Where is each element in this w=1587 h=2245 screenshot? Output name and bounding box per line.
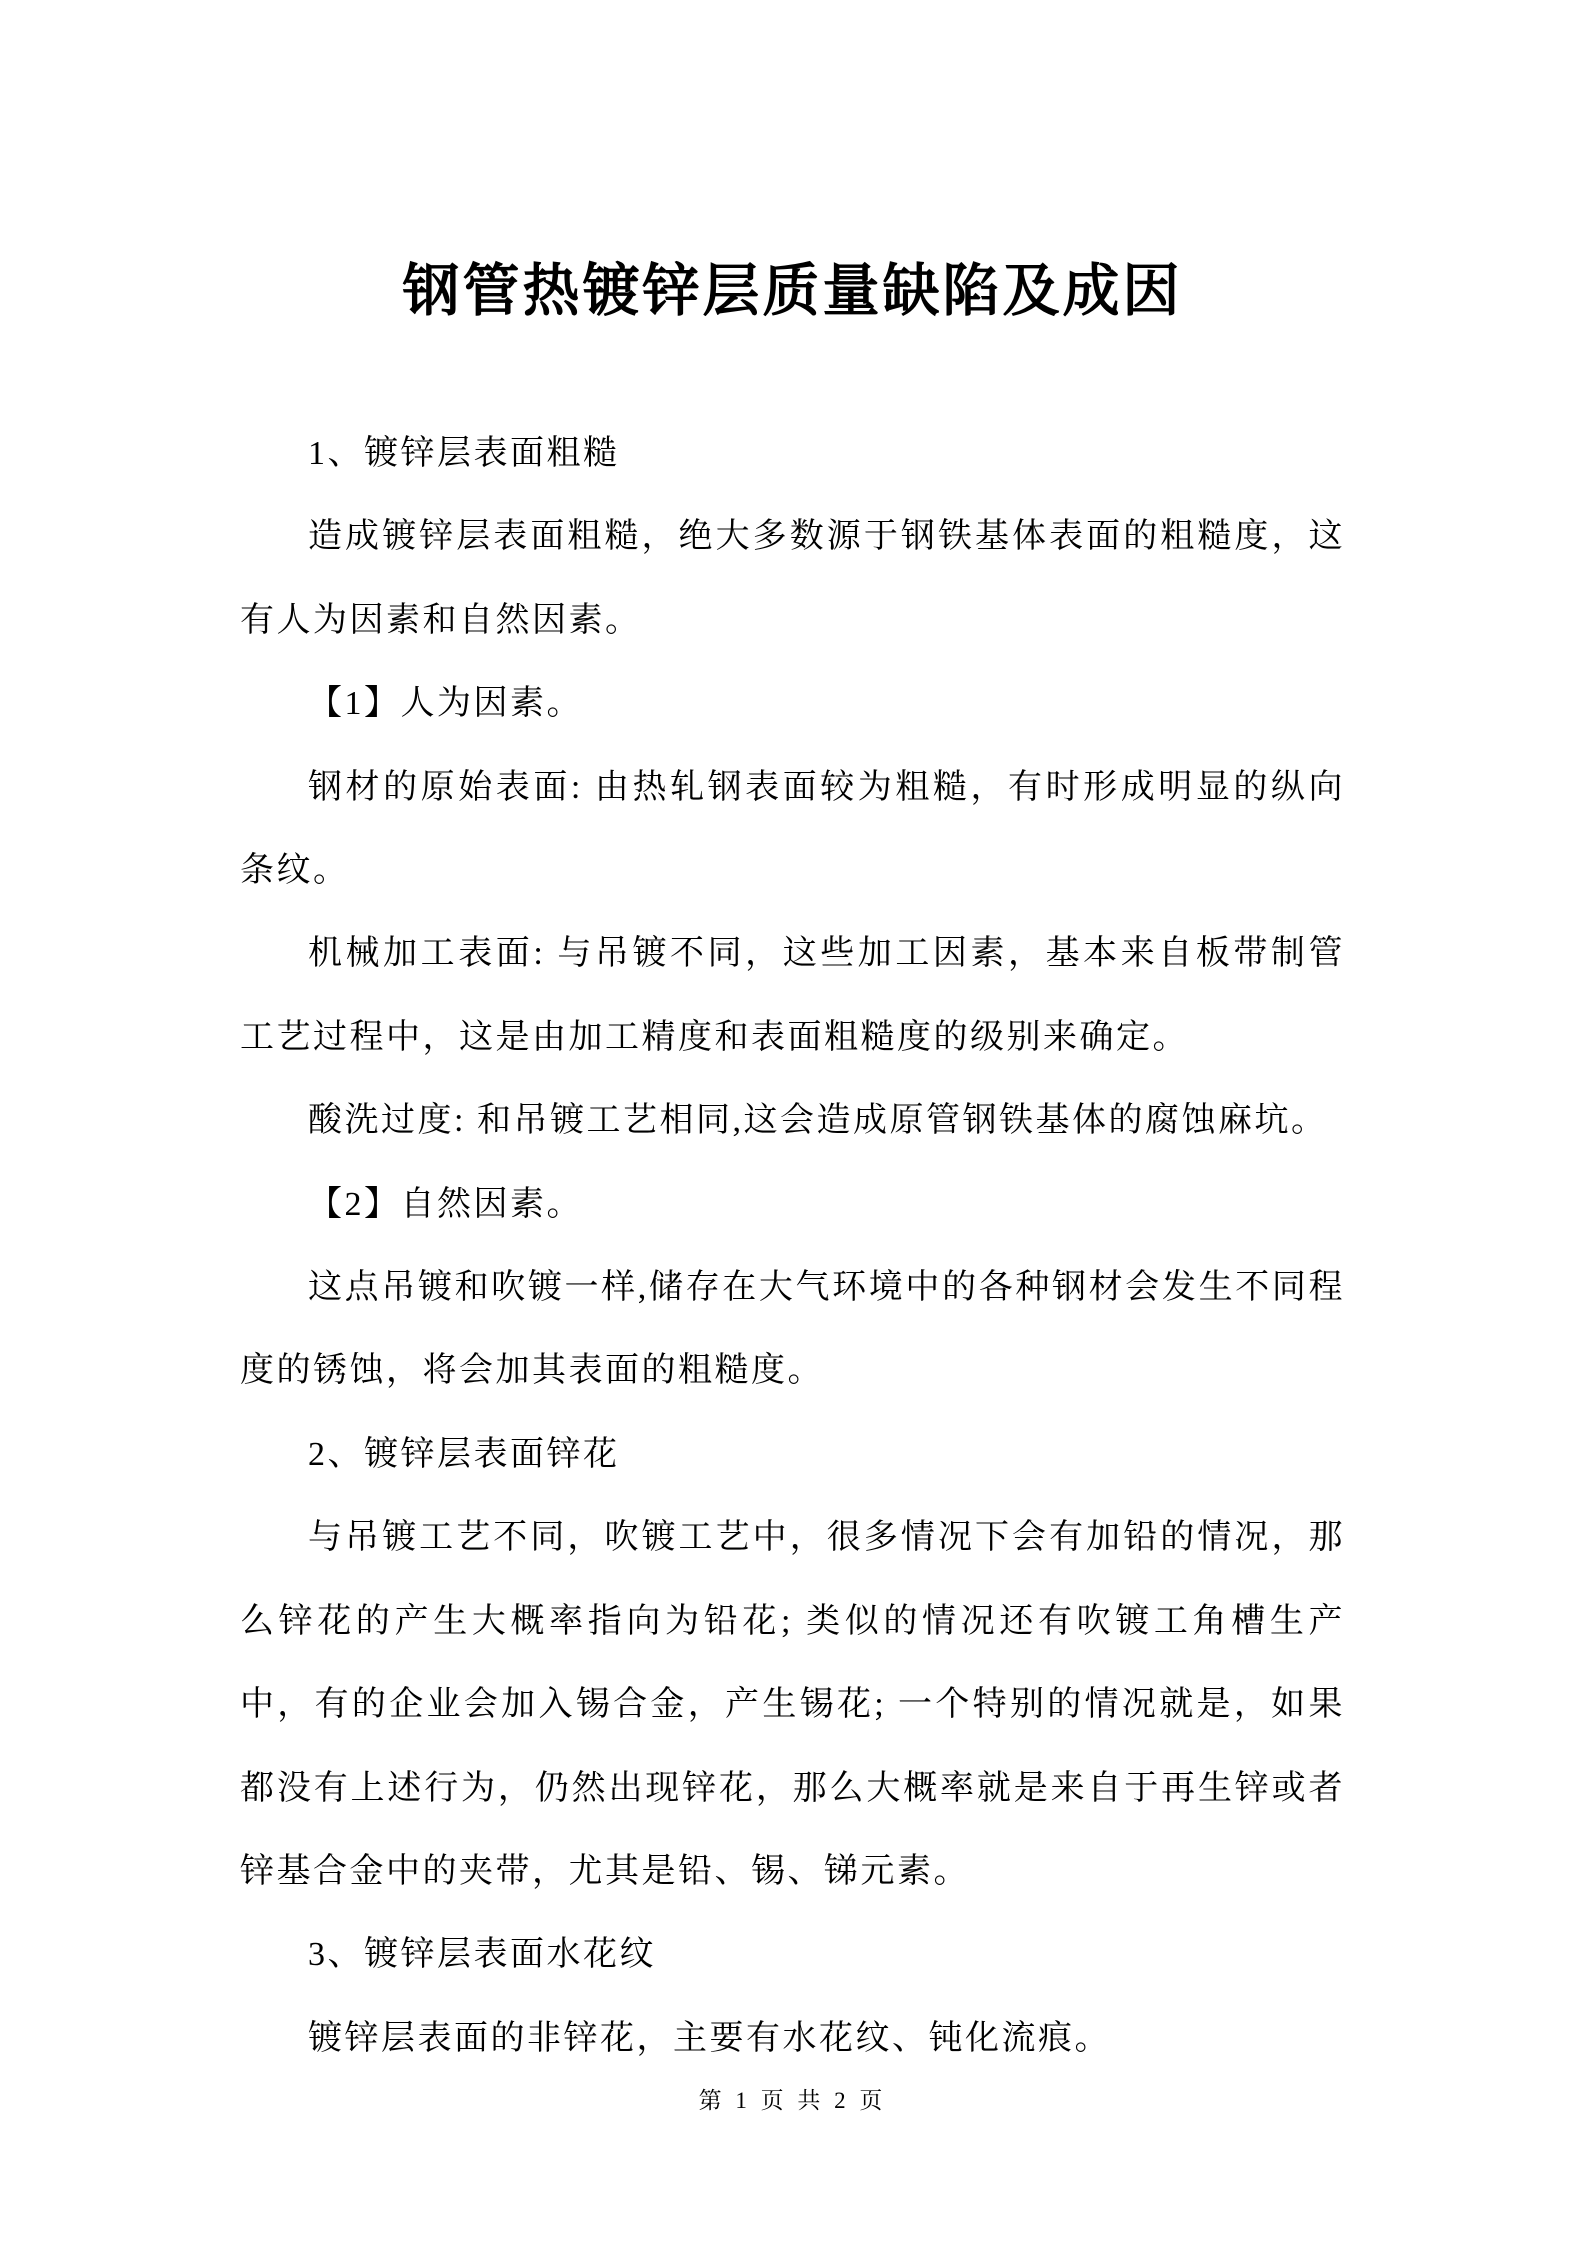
body-paragraph: 造成镀锌层表面粗糙，绝大多数源于钢铁基体表面的粗糙度，这有人为因素和自然因素。 [240,518,1345,639]
body-paragraph: 这点吊镀和吹镀一样,储存在大气环境中的各种钢材会发生不同程度的锈蚀，将会加其表面的粗糙度。 [240,1269,1345,1390]
body-paragraph: 钢材的原始表面: 由热轧钢表面较为粗糙，有时形成明显的纵向条纹。 [240,768,1345,890]
body-paragraph: 与吊镀工艺不同，吹镀工艺中，很多情况下会有加铅的情况，那么锌花的产生大概率指向为铅花; 类似的情况还有吹镀工角槽生产中，有的企业会加入锡合金，产生锡花; 一个特别的情况就是，如果都没有上述行为，仍然出现锌花，那么大概率就是来自于再生锌或者锌基合金中的夹带，尤其是铅、锡、锑元素。 [240,1519,1345,1890]
body-paragraph: 【1】人为因素。 [308,685,583,723]
page-number-footer: 第 1 页 共 2 页 [698,2088,887,2113]
section-heading-1: 1、镀锌层表面粗糙 [308,435,620,472]
body-paragraph: 酸洗过度: 和吊镀工艺相同,这会造成原管钢铁基体的腐蚀麻坑。 [308,1102,1328,1140]
body-paragraph: 【2】自然因素。 [308,1185,583,1223]
body-paragraph: 机械加工表面: 与吊镀不同，这些加工因素，基本来自板带制管工艺过程中，这是由加工精度和表面粗糙度的级别来确定。 [240,935,1345,1056]
document-body [240,412,1345,2080]
body-paragraph: 镀锌层表面的非锌花，主要有水花纹、钝化流痕。 [308,2019,1111,2057]
section-heading-2: 2、镀锌层表面锌花 [308,1435,620,1473]
document-title: 钢管热镀锌层质量缺陷及成因 [402,260,1183,323]
section-heading-3: 3、镀锌层表面水花纹 [308,1936,656,1974]
